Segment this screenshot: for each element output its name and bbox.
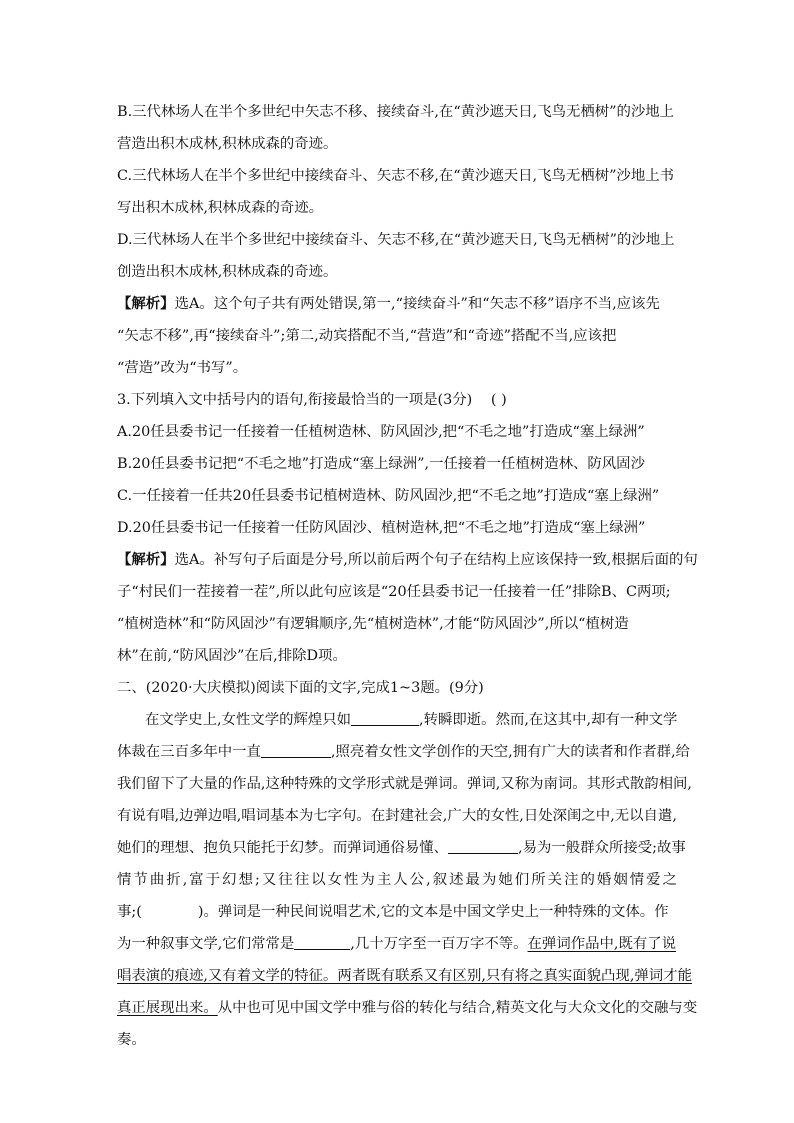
- passage-line10: 真正展现出来。从中也可见中国文学中雅与俗的转化与结合,精英文化与大众文化的交融与变: [117, 1000, 698, 1016]
- underlined-sentence: 在弹词作品中,既有了说: [527, 936, 677, 952]
- fill-blank-2[interactable]: [261, 743, 331, 758]
- analysis-tag: 【解析】: [117, 551, 175, 568]
- fill-blank-4[interactable]: [294, 935, 350, 950]
- passage-line8: 为一种叙事文学,它们常常是 ,几十万字至一百万字不等。在弹词作品中,既有了说: [117, 936, 677, 952]
- q2-option-b-line2: 营造出积木成林,积林成森的奇迹。: [117, 136, 338, 152]
- q3-stem-text: 3.下列填入文中括号内的语句,衔接最恰当的一项是(3分): [117, 392, 473, 408]
- passage-line6: 情节曲折,富于幻想;又往往以女性为主人公,叙述最为她们所关注的婚姻情爱之: [117, 872, 677, 888]
- q3-analysis-line1: [117, 550, 698, 570]
- passage-line9: 唱表演的痕迹,又有着文学的特征。两者既有联系又有区别,只有将之真实面貌凸现,弹词才能: [117, 968, 692, 984]
- q2-analysis-line2: “矢志不移”,再“接续奋斗”;第二,动宾搭配不当,“营造”和“奇迹”搭配不当,应该把: [117, 328, 617, 344]
- q2-option-d-line2: 创造出积木成林,积林成森的奇迹。: [117, 264, 338, 280]
- q3-option-a: A.20任县委书记一任接着一任植树造林、防风固沙,把“不毛之地”打造成“塞上绿洲”: [117, 424, 645, 440]
- passage-line4: 有说有唱,边弹边唱,唱词基本为七字句。在封建社会,广大的女性,日处深闺之中,无以自遣,: [117, 808, 677, 824]
- q3-analysis-line3: “植树造林”和“防风固沙”有逻辑顺序,先“植树造林”,才能“防风固沙”,所以“植树造: [117, 616, 629, 632]
- q3-analysis-line4: 林”在前,“防风固沙”在后,排除D项。: [117, 648, 347, 664]
- q3-option-b: B.20任县委书记把“不毛之地”打造成“塞上绿洲”,一任接着一任植树造林、防风固沙: [117, 456, 645, 472]
- analysis-tag: 【解析】: [117, 295, 175, 312]
- passage-line2: 体裁在三百多年中一直 ,照亮着女性文学创作的天空,拥有广大的读者和作者群,给: [117, 744, 691, 760]
- fill-blank-3[interactable]: [448, 839, 518, 854]
- q3-analysis-line2: 子“村民们一茬接着一茬”,所以此句应该是“20任县委书记一任接着一任”排除B、C两项;: [117, 584, 671, 600]
- q3-option-d: D.20任县委书记一任接着一任防风固沙、植树造林,把“不毛之地”打造成“塞上绿洲”: [117, 520, 646, 536]
- analysis-text: 选A。这个句子共有两处错误,第一,“接续奋斗”和“矢志不移”语序不当,应该先: [174, 296, 660, 312]
- q3-stem: [117, 390, 507, 410]
- passage-line1: 在文学史上,女性文学的辉煌只如 ,转瞬即逝。然而,在这其中,却有一种文学: [145, 712, 678, 728]
- q2-option-c-line1: C.三代林场人在半个多世纪中接续奋斗、矢志不移,在“黄沙遮天日,飞鸟无栖树”沙地上书: [117, 168, 674, 184]
- q2-option-d-line1: D.三代林场人在半个多世纪中接续奋斗、矢志不移,在“黄沙遮天日,飞鸟无栖树”的沙地上: [117, 232, 675, 248]
- q2-option-b-line1: B.三代林场人在半个多世纪中矢志不移、接续奋斗,在“黄沙遮天日,飞鸟无栖树”的沙地上: [117, 104, 675, 120]
- passage-line11: 奏。: [117, 1032, 146, 1048]
- passage-line7: 事;( )。弹词是一种民间说唱艺术,它的文本是中国文学史上一种特殊的文体。作: [117, 904, 669, 920]
- q2-analysis-line1: [117, 294, 660, 314]
- q2-option-c-line2: 写出积木成林,积林成森的奇迹。: [117, 200, 324, 216]
- answer-paren: ( ): [490, 392, 507, 408]
- q2-analysis-line3: “营造”改为“书写”。: [117, 360, 248, 376]
- passage-line3: 我们留下了大量的作品,这种特殊的文学形式就是弹词。弹词,又称为南词。其形式散韵相间,: [117, 776, 692, 792]
- analysis-text: 选A。补写句子后面是分号,所以前后两个句子在结构上应该保持一致,根据后面的句: [174, 552, 698, 568]
- q3-option-c: C.一任接着一任共20任县委书记植树造林、防风固沙,把“不毛之地”打造成“塞上绿洲”: [117, 488, 660, 504]
- section-heading: 二、(2020·大庆模拟)阅读下面的文字,完成1~3题。(9分): [117, 680, 484, 696]
- underlined-sentence: 真正展现出来。: [117, 1000, 218, 1016]
- fill-blank-1[interactable]: [351, 711, 419, 726]
- passage-line5: 她们的理想、抱负只能托于幻梦。而弹词通俗易懂、 ,易为一般群众所接受;故事: [117, 840, 686, 856]
